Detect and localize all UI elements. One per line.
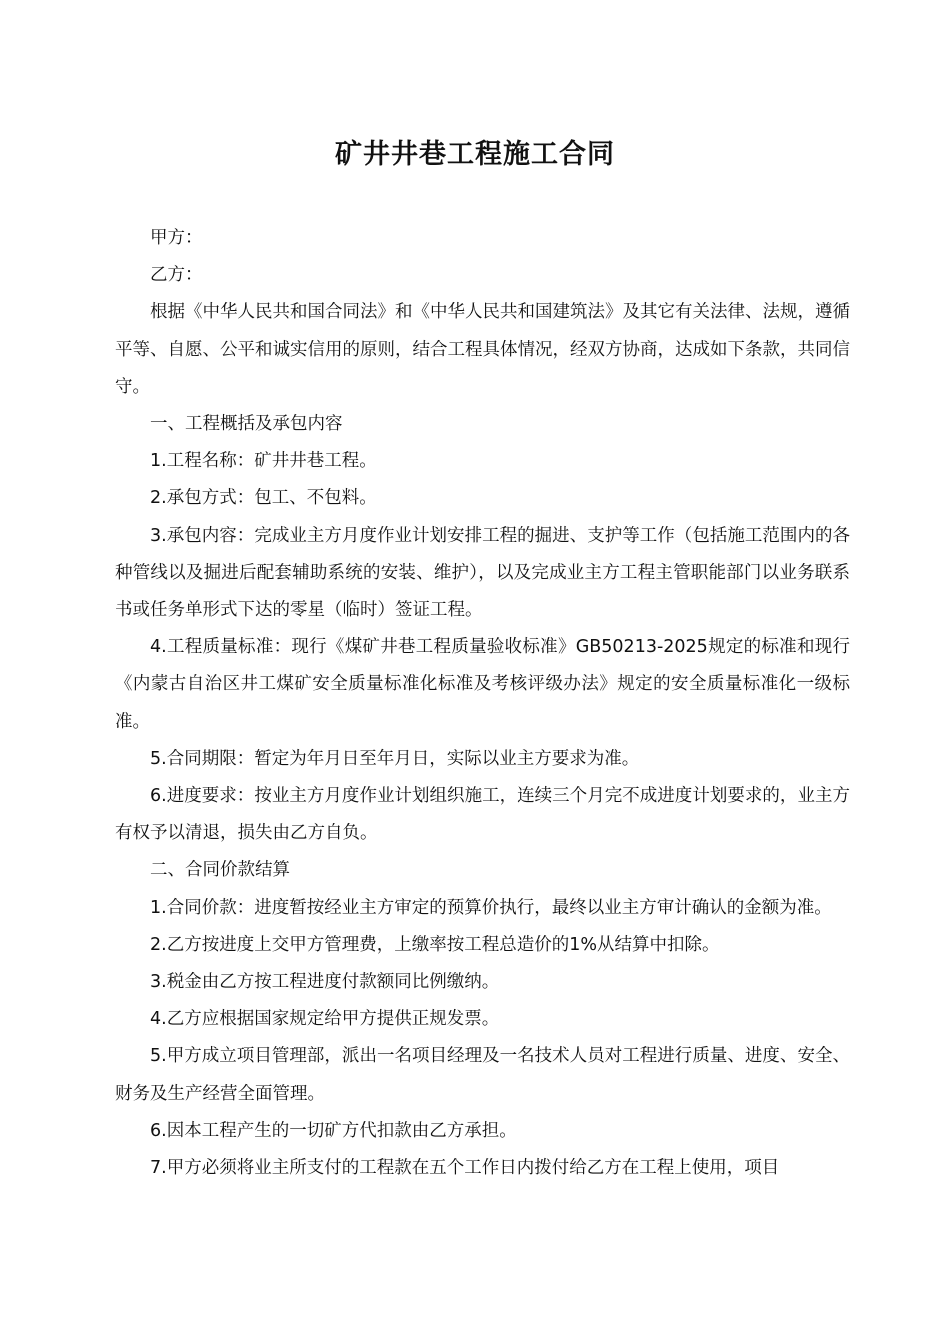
clause-2-3: 3.税金由乙方按工程进度付款额同比例缴纳。: [150, 972, 500, 993]
clause-2-1: 1.合同价款：进度暂按经业主方审定的预算价执行，最终以业主方审计确认的金额为准。: [150, 897, 832, 918]
clause-2-7: 7.甲方必须将业主所支付的工程款在五个工作日内拨付给乙方在工程上使用，项目: [150, 1158, 780, 1179]
clause-1-5: 5.合同期限：暂定为年月日至年月日，实际以业主方要求为准。: [150, 748, 640, 769]
section-heading-2: 二、合同价款结算: [150, 860, 290, 881]
preamble-paragraph: 根据《中华人民共和国合同法》和《中华人民共和国建筑法》及其它有关法律、法规，遵循平等、自愿、公平和诚实信用的原则，结合工程具体情况，经双方协商，达成如下条款，共同信守。: [115, 302, 850, 397]
party-a-line: 甲方：: [150, 228, 203, 248]
document-body: [115, 220, 850, 1187]
clause-2-2: 2.乙方按进度上交甲方管理费，上缴率按工程总造价的1%从结算中扣除。: [150, 934, 720, 955]
document-title: 矿井井巷工程施工合同: [335, 139, 615, 170]
clause-1-1: 1.工程名称：矿井井巷工程。: [150, 451, 377, 472]
clause-1-2: 2.承包方式：包工、不包料。: [150, 488, 377, 509]
section-heading-1: 一、工程概括及承包内容: [150, 414, 343, 435]
clause-2-5: 5.甲方成立项目管理部，派出一名项目经理及一名技术人员对工程进行质量、进度、安全、财务及生产经营全面管理。: [115, 1046, 850, 1104]
clause-1-6: 6.进度要求：按业主方月度作业计划组织施工，连续三个月完不成进度计划要求的，业主方有权予以清退，损失由乙方自负。: [115, 786, 850, 844]
party-b-line: 乙方：: [150, 265, 203, 286]
clause-2-4: 4.乙方应根据国家规定给甲方提供正规发票。: [150, 1009, 500, 1030]
clause-1-4: 4.工程质量标准：现行《煤矿井巷工程质量验收标准》GB50213-2025规定的标准和现行《内蒙古自治区井工煤矿安全质量标准化标准及考核评级办法》规定的安全质量标准化一级标准。: [115, 637, 850, 732]
clause-2-6: 6.因本工程产生的一切矿方代扣款由乙方承担。: [150, 1120, 517, 1141]
clause-1-3: 3.承包内容：完成业主方月度作业计划安排工程的掘进、支护等工作（包括施工范围内的各种管线以及掘进后配套辅助系统的安装、维护），以及完成业主方工程主管职能部门以业务联系书或任务单形式下达的零星（临时）签证工程。: [115, 525, 850, 621]
